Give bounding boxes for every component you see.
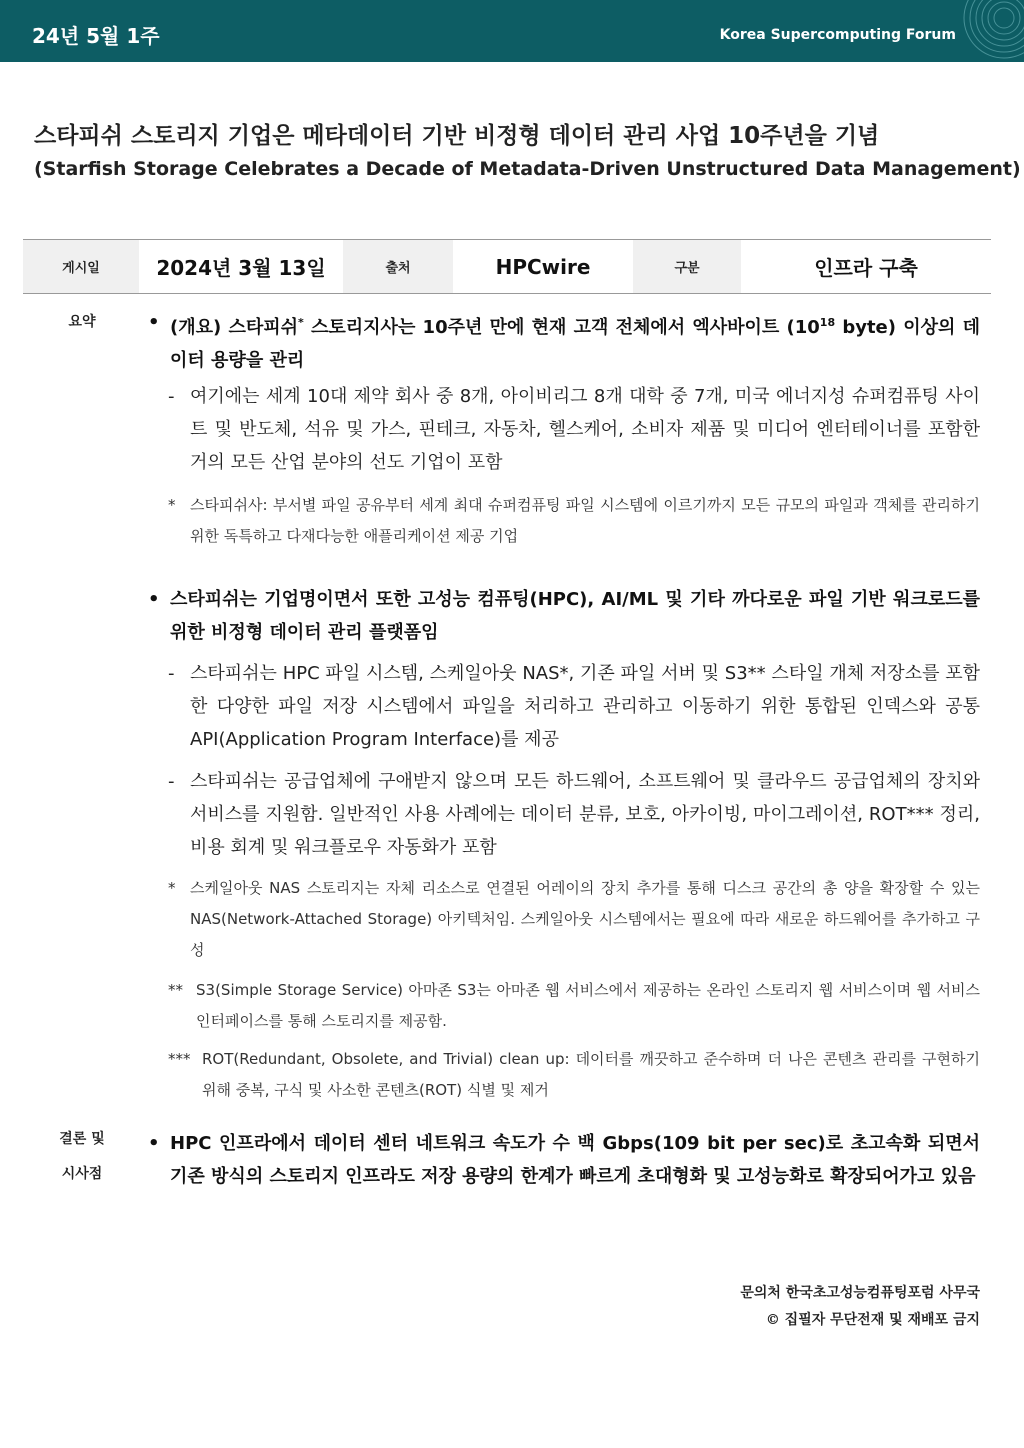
source-label: 출처 — [343, 240, 453, 293]
category-label: 구분 — [633, 240, 741, 293]
dash-marker: - — [168, 386, 175, 407]
meta-table — [23, 239, 991, 294]
dash-marker: - — [168, 771, 175, 792]
asterisk-marker: * — [168, 879, 176, 897]
bullet-text: HPC 인프라에서 데이터 센터 네트워크 속도가 수 백 Gbps(109 bit per sec)로 초고속화 되면서 기존 방식의 스토리지 인프라도 저장 용량의 한계가 빠르게 초대형화 및 고성능화로 확장되어가고 있음 — [170, 1133, 980, 1187]
contact-line: 문의처 한국초고성능컴퓨팅포럼 사무국 — [740, 1285, 980, 1301]
footnote-text: 스타피쉬사: 부서별 파일 공유부터 세계 최대 슈퍼컴퓨팅 파일 시스템에 이르기까지 모든 규모의 파일과 객체를 관리하기 위한 독특하고 다재다능한 애플리케이션 제공 기업 — [190, 496, 980, 545]
footnote-item — [168, 1044, 980, 1106]
date-value: 2024년 3월 13일 — [156, 256, 326, 280]
contact-info — [740, 1280, 980, 1334]
asterisk-marker: * — [168, 496, 176, 514]
issue-week: 24년 5월 1주 — [32, 24, 160, 48]
detail-item — [168, 380, 980, 479]
category-value: 인프라 구축 — [814, 256, 918, 280]
conclusion-label: 결론 및 시사점 — [59, 1131, 105, 1182]
contour-lines-icon — [934, 0, 1024, 62]
page-subtitle: (Starfish Storage Celebrates a Decade of Metadata-Driven Unstructured Data Management) — [34, 158, 1021, 180]
detail-item — [168, 765, 980, 864]
bullet-text: (개요) 스타피쉬* 스토리지사는 10주년 만에 현재 고객 전체에서 엑사바이트 ($10^{18}$ byte) 이상의 데이터 용량을 관리 — [170, 316, 980, 371]
detail-text: 스타피쉬는 HPC 파일 시스템, 스케일아웃 NAS*, 기존 파일 서버 및 S3** 스타일 개체 저장소를 포함한 다양한 파일 저장 시스템에서 파일을 처리하고 관리하고 이동하기 위한 통합된 인덱스와 공통 API(Application Program Interface)를 제공 — [190, 663, 980, 750]
date-label: 게시일 — [23, 240, 139, 293]
summary-label: 요약 — [68, 314, 96, 330]
footnote-text: 스케일아웃 NAS 스토리지는 자체 리소스로 연결된 어레이의 장치 추가를 통해 디스크 공간의 총 양을 확장할 수 있는 NAS(Network-Attached Storage) 아키텍처임. 스케일아웃 시스템에서는 필요에 따라 새로운 하드웨어를 추가하고 구성 — [190, 879, 980, 959]
source-value: HPCwire — [495, 254, 591, 279]
summary-bullet-2 — [148, 583, 980, 649]
page-title: 스타피쉬 스토리지 기업은 메타데이터 기반 비정형 데이터 관리 사업 10주년을 기념 — [34, 123, 880, 149]
footnote-text: ROT(Redundant, Obsolete, and Trivial) clean up: 데이터를 깨끗하고 준수하며 더 나은 콘텐츠 관리를 구현하기 위해 중복, 구식 및 사소한 콘텐츠(ROT) 식별 및 제거 — [202, 1050, 980, 1099]
footnote-item — [168, 975, 980, 1037]
asterisk-marker: *** — [168, 1050, 191, 1068]
bullet-marker: • — [148, 312, 160, 333]
dash-marker: - — [168, 663, 175, 684]
detail-text: 스타피쉬는 공급업체에 구애받지 않으며 모든 하드웨어, 소프트웨어 및 클라우드 공급업체의 장치와 서비스를 지원함. 일반적인 사용 사례에는 데이터 분류, 보호, 아카이빙, 마이그레이션, ROT*** 정리, 비용 회계 및 워크플로우 자동화가 포함 — [190, 771, 980, 858]
footnote-item — [168, 873, 980, 966]
bullet-marker: • — [148, 1133, 160, 1154]
summary-bullet-1 — [148, 306, 980, 377]
copyright-line: © 집필자 무단전재 및 재배포 금지 — [765, 1312, 980, 1328]
page-header — [0, 0, 1024, 62]
detail-item — [168, 657, 980, 756]
bullet-text: 스타피쉬는 기업명이면서 또한 고성능 컴퓨팅(HPC), AI/ML 및 기타 까다로운 파일 기반 워크로드를 위한 비정형 데이터 관리 플랫폼임 — [170, 589, 980, 643]
footnote-text: S3(Simple Storage Service) 아마존 S3는 아마존 웹 서비스에서 제공하는 온라인 스토리지 웹 서비스이며 웹 서비스 인터페이스를 통해 스토리지를 제공함. — [196, 981, 980, 1030]
bullet-marker: • — [148, 589, 160, 610]
detail-text: 여기에는 세계 10대 제약 회사 중 8개, 아이비리그 8개 대학 중 7개, 미국 에너지성 슈퍼컴퓨팅 사이트 및 반도체, 석유 및 가스, 핀테크, 자동차, 헬스케어, 소비자 제품 및 미디어 엔터테이너를 포함한 거의 모든 산업 분야의 선도 기업이 포함 — [190, 386, 980, 473]
footnote-item — [168, 490, 980, 552]
forum-name: Korea Supercomputing Forum — [719, 27, 956, 43]
conclusion-bullet — [148, 1127, 980, 1193]
asterisk-marker: ** — [168, 981, 183, 999]
